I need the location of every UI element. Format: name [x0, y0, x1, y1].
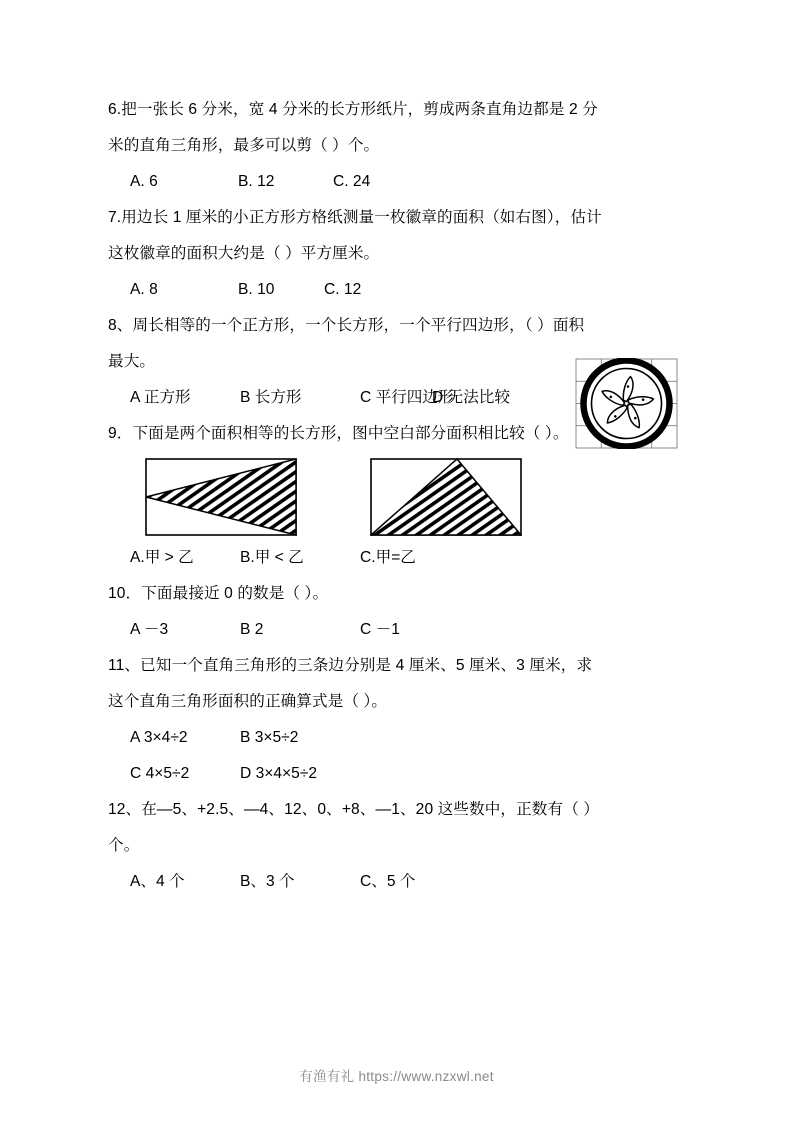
question-11-options-row-1 — [108, 720, 696, 756]
option-9-a[interactable]: A.甲 > 乙 — [130, 549, 194, 566]
question-12-options — [108, 864, 696, 900]
option-12-c[interactable]: C、5 个 — [360, 873, 416, 890]
option-7-b[interactable]: B. 10 — [238, 281, 275, 298]
question-7-options — [108, 272, 696, 308]
question-12 — [108, 792, 696, 900]
option-10-b[interactable]: B 2 — [240, 621, 264, 638]
question-12-line-2: 个。 — [108, 837, 140, 854]
option-11-c[interactable]: C 4×5÷2 — [130, 765, 190, 782]
option-8-c[interactable]: C 平行四边形 — [360, 389, 454, 406]
option-10-a[interactable]: A －3 — [130, 621, 169, 638]
option-12-a[interactable]: A、4 个 — [130, 873, 185, 890]
option-6-c[interactable]: C. 24 — [333, 173, 371, 190]
option-7-a[interactable]: A. 8 — [130, 281, 158, 298]
question-6-line-1: 6.把一张长 6 分米，宽 4 分米的长方形纸片，剪成两条直角边都是 2 分 — [108, 101, 598, 118]
question-list — [108, 92, 696, 900]
rectangle-with-top-apex-triangle — [370, 458, 522, 536]
option-11-d[interactable]: D 3×4×5÷2 — [240, 765, 318, 782]
option-6-a[interactable]: A. 6 — [130, 173, 158, 190]
question-6 — [108, 92, 696, 200]
question-10-options — [108, 612, 696, 648]
question-9-options — [108, 540, 696, 576]
question-7 — [108, 200, 696, 308]
question-12-line-1: 12、在—5、+2.5、—4、12、0、+8、—1、20 这些数中，正数有（ ） — [108, 801, 600, 818]
footer-watermark: 有渔有礼 https://www.nzxwl.net — [299, 1069, 494, 1084]
question-11-line-1: 11、已知一个直角三角形的三条边分别是 4 厘米、5 厘米、3 厘米，求 — [108, 657, 593, 674]
question-9 — [108, 416, 696, 576]
question-8-line-2: 最大。 — [108, 353, 156, 370]
option-9-c[interactable]: C.甲=乙 — [360, 549, 416, 566]
question-11-options-row-2 — [108, 756, 696, 792]
option-7-c[interactable]: C. 12 — [324, 281, 362, 298]
option-12-b[interactable]: B、3 个 — [240, 873, 295, 890]
question-10-line-1: 10．下面最接近 0 的数是（ ）。 — [108, 585, 329, 602]
question-8-options — [108, 380, 696, 416]
question-6-options — [108, 164, 696, 200]
option-8-d[interactable]: D 无法比较 — [432, 389, 510, 406]
question-6-line-2: 米的直角三角形，最多可以剪（ ）个。 — [108, 137, 380, 154]
question-11 — [108, 648, 696, 792]
question-9-line-1: 9．下面是两个面积相等的长方形，图中空白部分面积相比较（ ）。 — [108, 425, 569, 442]
option-9-b[interactable]: B.甲 < 乙 — [240, 549, 304, 566]
question-8-line-1: 8、周长相等的一个正方形，一个长方形，一个平行四边形，（ ）面积 — [108, 317, 585, 334]
question-10 — [108, 576, 696, 648]
option-11-b[interactable]: B 3×5÷2 — [240, 729, 299, 746]
option-8-a[interactable]: A 正方形 — [130, 389, 191, 406]
option-6-b[interactable]: B. 12 — [238, 173, 275, 190]
option-11-a[interactable]: A 3×4÷2 — [130, 729, 188, 746]
question-8 — [108, 308, 696, 416]
rectangle-with-left-apex-triangle — [145, 458, 297, 536]
option-10-c[interactable]: C －1 — [360, 621, 400, 638]
question-11-line-2: 这个直角三角形面积的正确算式是（ ）。 — [108, 693, 388, 710]
option-8-b[interactable]: B 长方形 — [240, 389, 302, 406]
question-7-line-2: 这枚徽章的面积大约是（ ）平方厘米。 — [108, 245, 380, 262]
question-7-line-1: 7.用边长 1 厘米的小正方形方格纸测量一枚徽章的面积（如右图），估计 — [108, 209, 602, 226]
question-9-figures — [108, 454, 696, 540]
